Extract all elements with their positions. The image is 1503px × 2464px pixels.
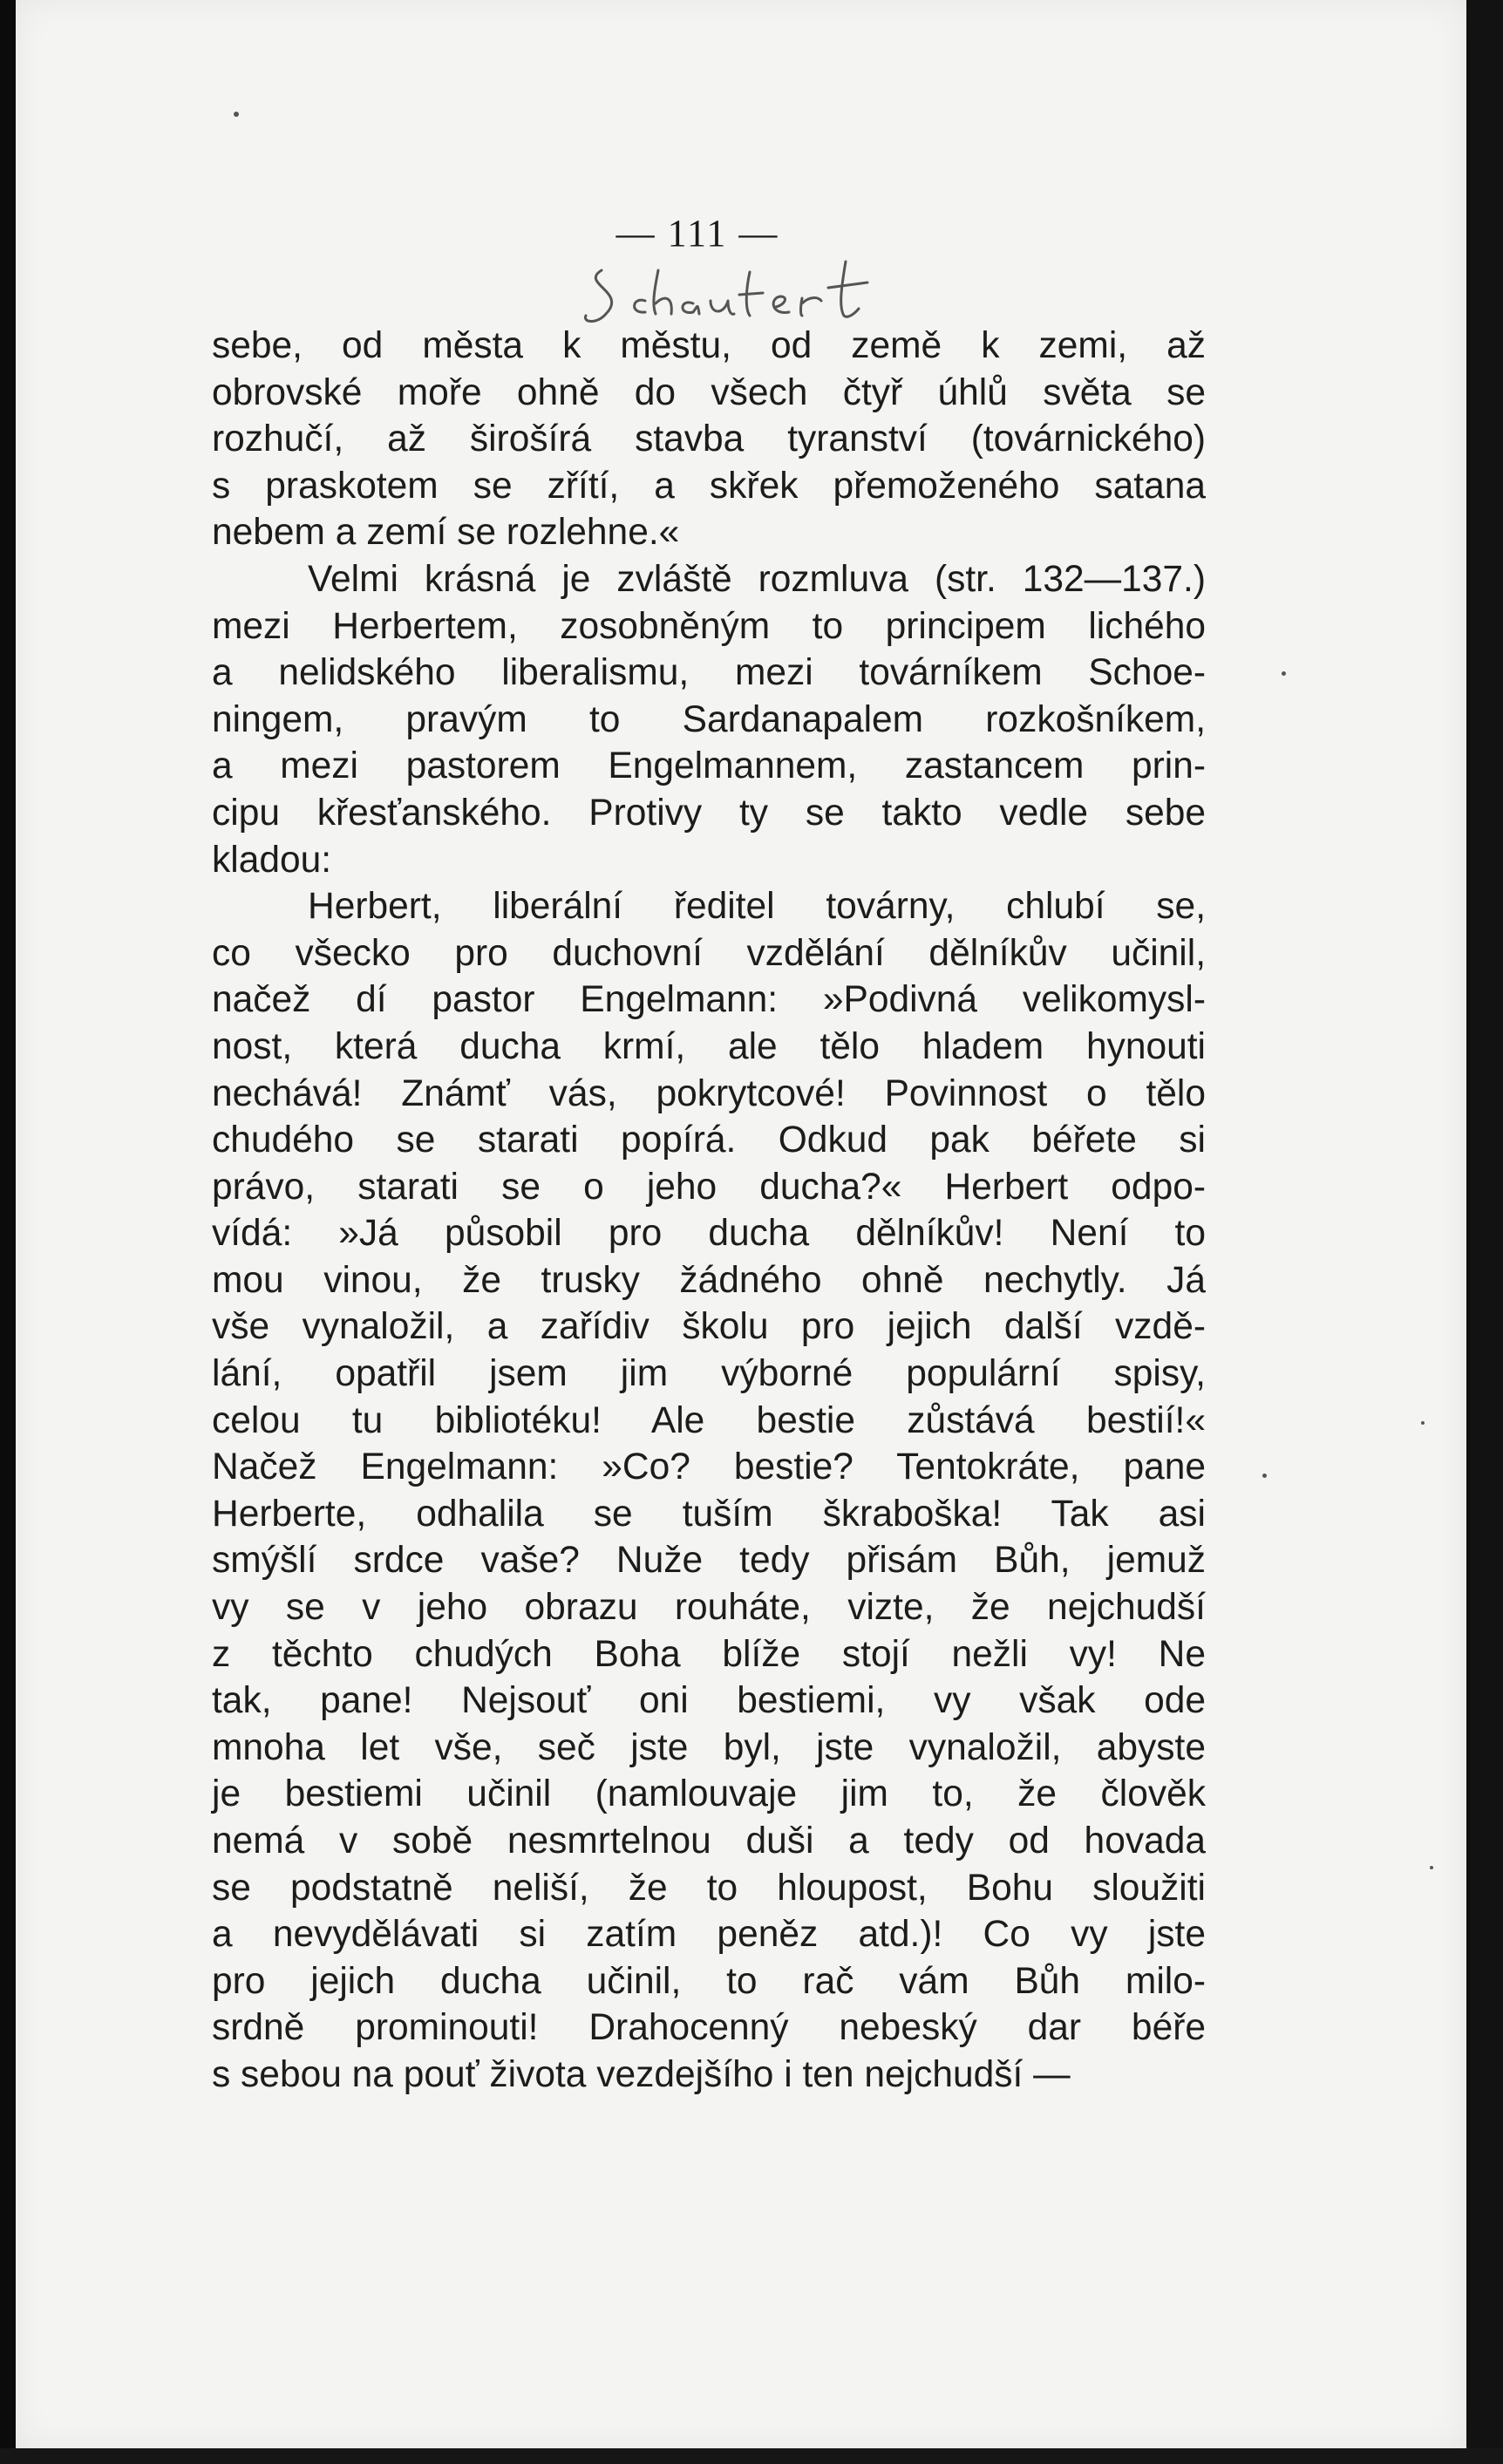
text-line: vy se v jeho obrazu rouháte, vizte, že nejchudší (212, 1587, 1206, 1629)
text-line: z těchto chudých Boha blíže stojí nežli vy! Ne (212, 1633, 1206, 1675)
text-line: s praskotem se zřítí, a skřek přemoženého satana (212, 465, 1206, 507)
text-line: Herbert, liberální ředitel továrny, chlubí se, (308, 886, 1206, 928)
text-line: nebem a zemí se rozlehne.« (212, 512, 680, 554)
text-line: se podstatně neliší, že to hloupost, Bohu sloužiti (212, 1867, 1206, 1909)
text-line: ningem, pravým to Sardanapalem rozkošníkem, (212, 698, 1206, 740)
text-line: pro jejich ducha učinil, to rač vám Bůh milo- (212, 1960, 1206, 2002)
scan-border-bottom (0, 2448, 1503, 2464)
text-line: Načež Engelmann: »Co? bestie? Tentokráte, pane (212, 1446, 1206, 1488)
scan-speck (1421, 1421, 1425, 1425)
text-line: chudého se starati popírá. Odkud pak béřete si (212, 1120, 1206, 1161)
text-line: Velmi krásná je zvláště rozmluva (str. 132—137.) (308, 558, 1206, 600)
text-line: sebe, od města k městu, od země k zemi, až (212, 325, 1206, 366)
text-line: smýšlí srdce vaše? Nuže tedy přisám Bůh, jemuž (212, 1540, 1206, 1582)
body-text (212, 323, 1206, 2099)
text-line: rozhučí, až širošírá stavba tyranství (továrnického) (212, 419, 1206, 460)
text-line: vše vynaložil, a zařídiv školu pro jejich další vzdě- (212, 1306, 1206, 1348)
text-line: a mezi pastorem Engelmannem, zastancem prin- (212, 745, 1206, 787)
text-line: cipu křesťanského. Protivy ty se takto vedle sebe (212, 792, 1206, 834)
text-line: vídá: »Já působil pro ducha dělníkův! Není to (212, 1213, 1206, 1255)
text-line: nemá v sobě nesmrtelnou duši a tedy od hovada (212, 1821, 1206, 1862)
text-line: tak, pane! Nejsouť oni bestiemi, vy však ode (212, 1680, 1206, 1722)
text-line: srdně prominouti! Drahocenný nebeský dar béře (212, 2007, 1206, 2049)
scan-speck (234, 112, 239, 117)
text-line: a nevydělávati si zatím peněz atd.)! Co vy jste (212, 1914, 1206, 1956)
text-line: mou vinou, že trusky žádného ohně nechytly. Já (212, 1259, 1206, 1301)
text-line: nechává! Známť vás, pokrytcové! Povinnost o tělo (212, 1072, 1206, 1114)
text-line: právo, starati se o jeho ducha?« Herbert odpo- (212, 1166, 1206, 1208)
scan-border-right (1466, 0, 1503, 2464)
text-line: a nelidského liberalismu, mezi továrníkem Schoe- (212, 652, 1206, 694)
text-line: s sebou na pouť života vezdejšího i ten nejchudší — (212, 2053, 1071, 2095)
text-line: co všecko pro duchovní vzdělání dělníkův učinil, (212, 932, 1206, 974)
text-line: načež dí pastor Engelmann: »Podivná velikomysl- (212, 979, 1206, 1021)
scan-speck (1430, 1866, 1433, 1869)
text-line: lání, opatřil jsem jim výborné populární spisy, (212, 1353, 1206, 1395)
text-line: mezi Herbertem, zosobněným to principem lichého (212, 605, 1206, 647)
text-line: obrovské moře ohně do všech čtyř úhlů světa se (212, 371, 1206, 413)
scan-speck (1262, 1474, 1267, 1478)
scan-speck (1282, 671, 1286, 676)
text-line: mnoha let vše, seč jste byl, jste vynaložil, abyste (212, 1726, 1206, 1768)
text-line: celou tu bibliotéku! Ale bestie zůstává bestií!« (212, 1399, 1206, 1441)
page-number: — 111 — (615, 212, 779, 255)
text-line: nost, která ducha krmí, ale tělo hladem hynouti (212, 1025, 1206, 1067)
text-line: Herberte, odhalila se tuším škraboška! Tak asi (212, 1493, 1206, 1535)
text-line: kladou: (212, 839, 332, 881)
text-line: je bestiemi učinil (namlouvaje jim to, že člověk (212, 1773, 1206, 1815)
